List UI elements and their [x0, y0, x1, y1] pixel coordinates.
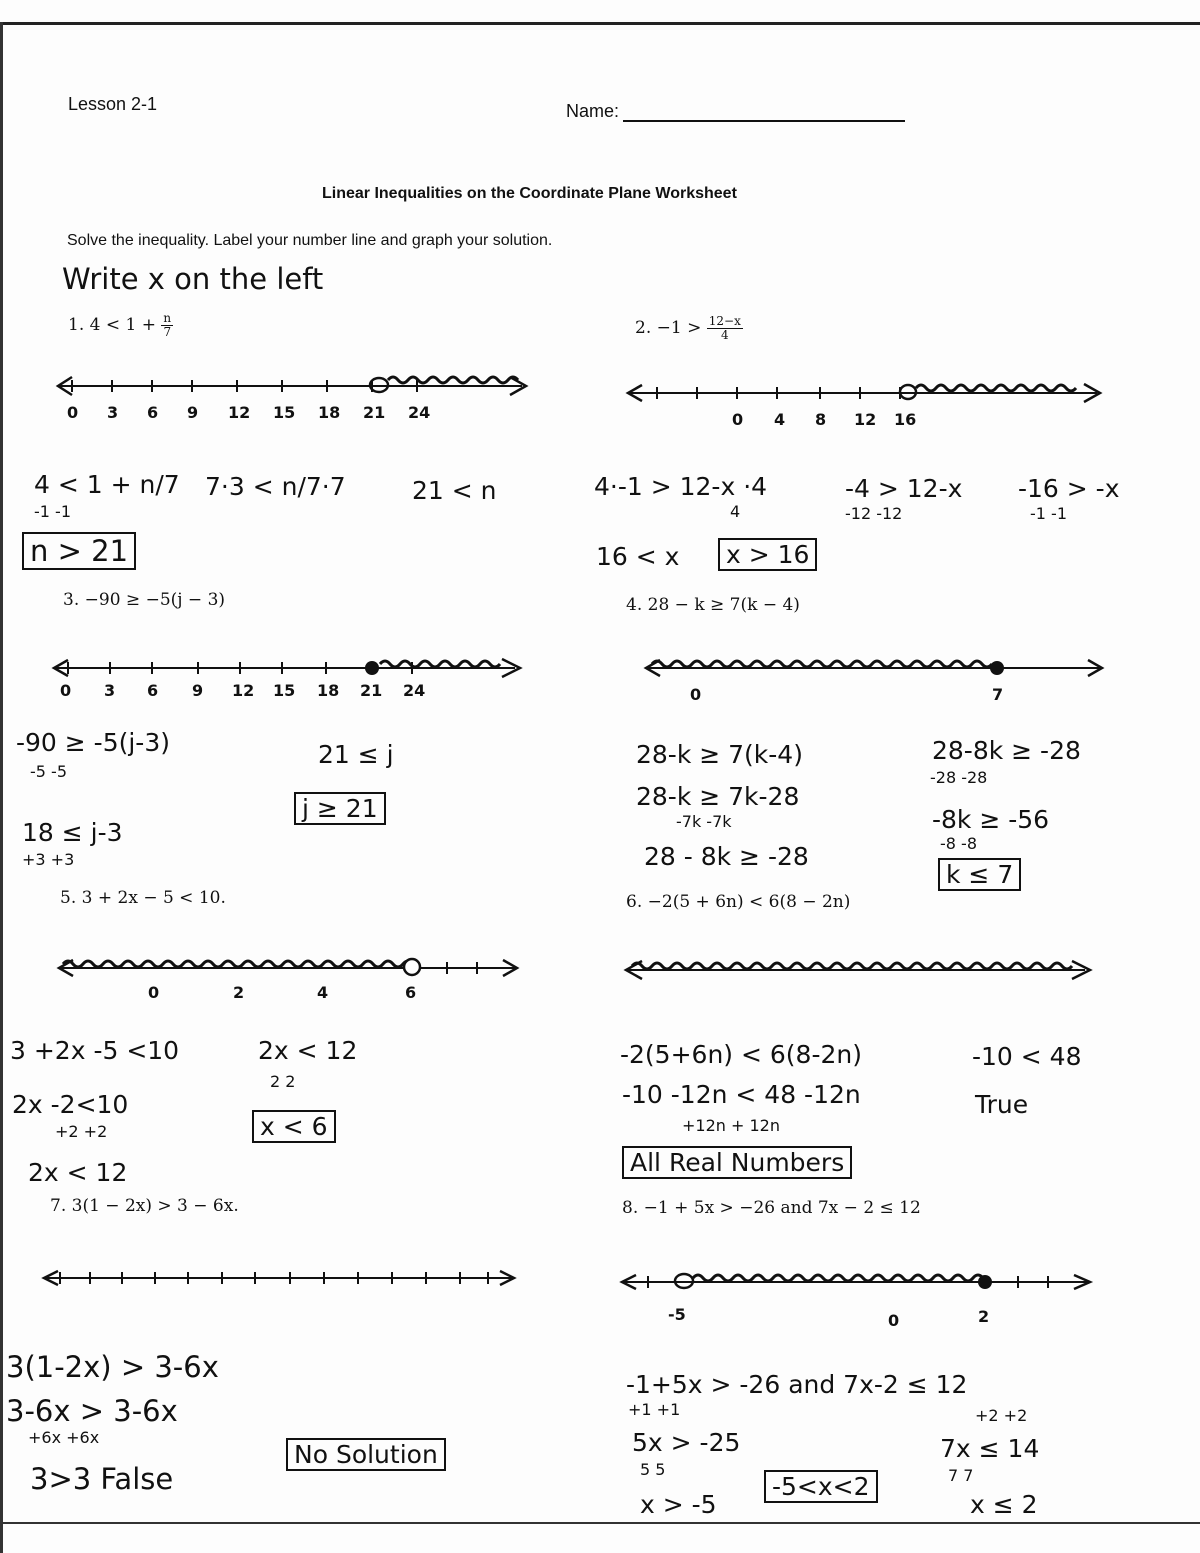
problem-3-tick-label: 6	[147, 681, 159, 700]
problem-5-answer: x < 6	[252, 1110, 336, 1143]
problem-1-work-line: 21 < n	[412, 476, 497, 505]
problem-1-tick-label: 24	[408, 403, 431, 422]
problem-8-statement	[622, 1198, 921, 1218]
problem-5-work-line: 2x < 12	[258, 1036, 358, 1065]
problem-4-answer: k ≤ 7	[938, 858, 1021, 891]
problem-2-tick-label: 8	[815, 410, 827, 429]
problem-8-work-line: 7 7	[948, 1466, 974, 1485]
problem-2-work-line: -1 -1	[1030, 504, 1067, 523]
problem-1-tick-label: 9	[187, 403, 199, 422]
problem-5-statement	[60, 888, 226, 908]
problem-4-work-line: -28 -28	[930, 768, 988, 787]
problem-3-tick-label: 9	[192, 681, 204, 700]
problem-2-denominator: 4	[720, 328, 729, 342]
problem-1-tick-label: 12	[228, 403, 251, 422]
problem-5-work-line: +2 +2	[55, 1122, 108, 1141]
problem-3-tick-label: 18	[317, 681, 340, 700]
problem-6-number-line	[620, 952, 1100, 992]
problem-5-work-line: 3 +2x -5 <10	[10, 1036, 180, 1065]
handwritten-note: Write x on the left	[62, 262, 324, 296]
problem-1-statement	[68, 312, 173, 339]
problem-4-number-line	[640, 650, 1120, 710]
problem-1-tick-label: 15	[273, 403, 296, 422]
problem-5-number-line	[55, 950, 525, 1010]
problem-8-work-line: 7x ≤ 14	[940, 1434, 1040, 1463]
problem-4-work-line: 28-k ≥ 7k-28	[636, 782, 800, 811]
instructions: Solve the inequality. Label your number line and graph your solution.	[67, 232, 553, 249]
worksheet-title: Linear Inequalities on the Coordinate Plane Worksheet	[322, 185, 737, 202]
problem-2-work-line: 4	[730, 502, 741, 521]
problem-5-number: 5.	[60, 888, 77, 908]
lesson-label: Lesson 2-1	[68, 94, 158, 114]
problem-4-statement	[626, 595, 800, 615]
problem-4-work-line: 28-8k ≥ -28	[932, 736, 1081, 765]
problem-4-tick-label: 0	[690, 685, 702, 704]
problem-8-work-line: +1 +1	[628, 1400, 681, 1419]
problem-6-work-line: -2(5+6n) < 6(8-2n)	[620, 1040, 862, 1069]
problem-5-text: 3 + 2x − 5 < 10.	[81, 888, 226, 908]
problem-8-work-line: -1+5x > -26 and 7x-2 ≤ 12	[626, 1370, 968, 1399]
problem-8-number-line	[618, 1266, 1098, 1336]
problem-2-number-line	[622, 375, 1112, 435]
problem-7-work-line: +6x +6x	[28, 1428, 100, 1447]
problem-3-number-line	[50, 650, 540, 710]
problem-3-tick-label: 24	[403, 681, 426, 700]
scan-edge-top	[0, 22, 1200, 25]
problem-1-number-line	[52, 368, 542, 428]
problem-4-work-line: 28-k ≥ 7(k-4)	[636, 740, 803, 769]
problem-1-numerator: n	[163, 311, 172, 325]
problem-8-tick-label: 0	[888, 1311, 900, 1330]
problem-2-work-line: -12 -12	[845, 504, 903, 523]
problem-7-answer: No Solution	[286, 1438, 446, 1471]
problem-2-work-line: 4·-1 > 12-x ·4	[594, 472, 768, 501]
problem-3-work-line: 21 ≤ j	[318, 740, 394, 769]
problem-2-work-line: -16 > -x	[1018, 474, 1120, 503]
problem-4-work-line: -8k ≥ -56	[932, 805, 1050, 834]
problem-4-work-line: -8 -8	[940, 834, 977, 853]
problem-2-left: −1 >	[656, 318, 702, 338]
name-label: Name:	[566, 101, 620, 121]
name-blank-line	[623, 102, 905, 122]
problem-6-text: −2(5 + 6n) < 6(8 − 2n)	[647, 892, 851, 912]
problem-8-tick-label: -5	[668, 1305, 686, 1324]
problem-1-work-line: 7·3 < n/7·7	[205, 472, 346, 501]
problem-5-tick-label: 0	[148, 983, 160, 1002]
problem-6-work-line: -10 -12n < 48 -12n	[622, 1080, 861, 1109]
problem-3-work-line: -5 -5	[30, 762, 67, 781]
problem-7-work-line: 3>3 False	[30, 1462, 174, 1496]
problem-2-fraction	[707, 315, 743, 342]
problem-7-work-line: 3(1-2x) > 3-6x	[6, 1350, 219, 1384]
problem-8-work-line: x > -5	[640, 1490, 717, 1519]
problem-1-tick-label: 21	[363, 403, 386, 422]
problem-5-work-line: 2 2	[270, 1072, 296, 1091]
problem-2-tick-label: 4	[774, 410, 786, 429]
problem-2-statement	[635, 315, 743, 342]
problem-5-work-line: 2x < 12	[28, 1158, 128, 1187]
problem-8-work-line: x ≤ 2	[970, 1490, 1038, 1519]
problem-4-number: 4.	[626, 595, 643, 615]
problem-6-number: 6.	[626, 892, 643, 912]
problem-6-answer: All Real Numbers	[622, 1146, 852, 1179]
problem-1-tick-label: 0	[67, 403, 79, 422]
scan-edge-left	[0, 22, 3, 1553]
problem-5-tick-label: 6	[405, 983, 417, 1002]
problem-3-statement	[63, 590, 225, 610]
problem-7-text: 3(1 − 2x) > 3 − 6x.	[71, 1196, 239, 1216]
problem-1-left: 4 < 1 +	[89, 315, 156, 335]
problem-3-tick-label: 12	[232, 681, 255, 700]
problem-3-work-line: +3 +3	[22, 850, 75, 869]
problem-8-work-line: 5x > -25	[632, 1428, 741, 1457]
problem-1-work-line: 4 < 1 + n/7	[34, 470, 180, 499]
problem-6-work-line: -10 < 48	[972, 1042, 1082, 1071]
problem-1-work-line: -1 -1	[34, 502, 71, 521]
problem-3-number: 3.	[63, 590, 80, 610]
problem-8-work-line: +2 +2	[975, 1406, 1028, 1425]
problem-8-work-line: 5 5	[640, 1460, 666, 1479]
problem-1-denominator: 7	[163, 325, 172, 339]
problem-8-tick-label: 2	[978, 1307, 990, 1326]
problem-6-work-line: True	[975, 1090, 1029, 1119]
problem-2-tick-label: 16	[894, 410, 917, 429]
problem-7-work-line: 3-6x > 3-6x	[6, 1394, 178, 1428]
scan-edge-bottom	[0, 1522, 1200, 1524]
problem-8-text: −1 + 5x > −26 and 7x − 2 ≤ 12	[643, 1198, 921, 1218]
problem-4-work-line: -7k -7k	[676, 812, 732, 831]
problem-3-tick-label: 21	[360, 681, 383, 700]
problem-6-work-line: +12n + 12n	[682, 1116, 780, 1135]
problem-4-tick-label: 7	[992, 685, 1004, 704]
problem-3-text: −90 ≥ −5(j − 3)	[84, 590, 226, 610]
problem-3-answer: j ≥ 21	[294, 792, 386, 825]
problem-1-answer: n > 21	[22, 532, 136, 570]
problem-1-tick-label: 3	[107, 403, 119, 422]
problem-8-answer: -5<x<2	[764, 1470, 878, 1503]
problem-7-number-line	[40, 1262, 520, 1302]
problem-1-number: 1.	[68, 315, 85, 335]
problem-2-work-line: -4 > 12-x	[845, 474, 963, 503]
problem-1-tick-label: 18	[318, 403, 341, 422]
problem-3-tick-label: 3	[104, 681, 116, 700]
problem-3-work-line: 18 ≤ j-3	[22, 818, 123, 847]
problem-6-statement	[626, 892, 850, 912]
name-field	[566, 101, 905, 122]
problem-5-tick-label: 2	[233, 983, 245, 1002]
problem-3-work-line: -90 ≥ -5(j-3)	[16, 728, 170, 757]
problem-2-answer: x > 16	[718, 538, 817, 571]
problem-8-number: 8.	[622, 1198, 639, 1218]
problem-1-fraction	[161, 312, 173, 339]
problem-1-tick-label: 6	[147, 403, 159, 422]
problem-2-work-line: 16 < x	[596, 542, 680, 571]
problem-7-number: 7.	[50, 1196, 67, 1216]
problem-5-tick-label: 4	[317, 983, 329, 1002]
problem-7-statement	[50, 1196, 239, 1216]
problem-2-numerator: 12−x	[708, 314, 741, 328]
problem-5-work-line: 2x -2<10	[12, 1090, 129, 1119]
problem-4-text: 28 − k ≥ 7(k − 4)	[647, 595, 800, 615]
problem-2-tick-label: 12	[854, 410, 877, 429]
problem-3-tick-label: 15	[273, 681, 296, 700]
problem-2-tick-label: 0	[732, 410, 744, 429]
problem-3-tick-label: 0	[60, 681, 72, 700]
problem-2-number: 2.	[635, 318, 652, 338]
problem-4-work-line: 28 - 8k ≥ -28	[644, 842, 809, 871]
